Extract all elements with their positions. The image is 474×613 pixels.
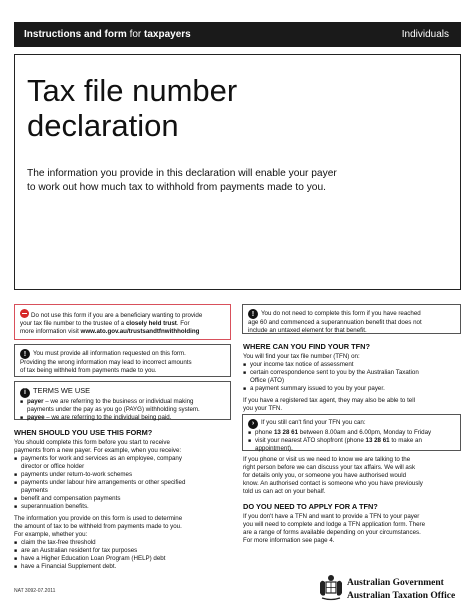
age60-line1: You do not need to complete this form if you have reached [261, 310, 421, 317]
age60-line2: age 60 and commenced a superannuation benefit that does not [248, 319, 422, 326]
intro-text [27, 167, 447, 194]
where-p3: you your TFN. [243, 405, 283, 413]
where-p2: If you have a registered tax agent, they may also be able to tell [243, 397, 415, 405]
phone-prefix: phone [255, 429, 274, 436]
when-p4: the amount of tax to be withheld from payments made to you. [14, 522, 182, 530]
list-item: ■ payments for work and services as an employee, company [14, 455, 232, 463]
visit-cont: appointment). [255, 444, 293, 452]
when-p5: For example, whether you: [14, 530, 88, 538]
when-heading: WHEN SHOULD YOU USE THIS FORM? [14, 428, 153, 437]
term-payer-def2: payments under the pay as you go (PAYG) withholding system. [27, 405, 200, 413]
trust-warning-line1: Do not use this form if you are a beneficiary wanting to provide [31, 312, 203, 319]
phone-number[interactable]: 13 28 61 [365, 436, 390, 444]
list-item: ■ your income tax notice of assessment [243, 361, 461, 369]
exclamation-icon: ! [248, 309, 258, 319]
apply-line: are a range of forms available depending on your circumstances. [243, 529, 421, 537]
list-item: ■ superannuation benefits. [14, 503, 232, 511]
trust-warning-line2c: . For [176, 319, 190, 327]
term-payee [20, 414, 225, 422]
term-payer [20, 398, 225, 406]
terms-heading: TERMS WE USE [33, 386, 91, 395]
where-p1: You will find your tax file number (TFN) on: [243, 353, 360, 361]
accuracy-line1: You must provide all information requested on this form. [33, 350, 186, 357]
accuracy-line2: Providing the wrong information may lead to incorrect amounts [20, 359, 192, 366]
accuracy-line3: of tax being withheld from payments made to you. [20, 366, 157, 374]
accuracy-notice-box [14, 344, 231, 377]
when-p3: The information you provide on this form is used to determine [14, 514, 183, 522]
terms-box [14, 381, 231, 420]
phone-number[interactable]: 13 28 61 [273, 429, 299, 436]
para-line: for details only you, or someone you have authorised would [243, 471, 407, 479]
where-heading: WHERE CAN YOU FIND YOUR TFN? [243, 342, 371, 351]
intro-line2: to work out how much tax to withhold from payments made to you. [27, 181, 326, 193]
find-tfn-box [242, 414, 461, 451]
when-p1: You should complete this form before you start to receive [14, 439, 170, 447]
header-title-part2: for [126, 29, 145, 40]
info-icon: i [20, 388, 30, 398]
trust-withholding-link[interactable]: www.ato.gov.au/trustsandtfnwithholding [80, 327, 200, 335]
page-title-line1: Tax file number [27, 73, 238, 108]
header-category: Individuals [401, 29, 449, 40]
form-code: NAT 3092-07.2011 [14, 588, 56, 594]
trust-warning-line3a: more information visit [20, 327, 81, 335]
header-title-part3: taxpayers [144, 29, 191, 40]
list-item: ■ have a Higher Education Loan Program (HELP) debt [14, 555, 232, 563]
age60-line3: include an untaxed element for that benefit. [248, 326, 367, 334]
chevron-right-icon: › [248, 419, 258, 429]
term-payer-def1: – we are referring to the business or individual making [43, 398, 194, 405]
where-section [243, 342, 461, 413]
list-item-cont: Office (ATO) [250, 377, 285, 385]
apply-line: If you don't have a TFN and want to provide a TFN to your payer [243, 513, 420, 521]
list-item-cont: payments [21, 487, 48, 495]
term-payee-label: payee [27, 413, 45, 421]
trust-warning-line2a: your tax file number to the trustee of a [20, 319, 126, 327]
list-item: ■ certain correspondence sent to you by the Australian Taxation [243, 369, 461, 377]
apply-heading: DO YOU NEED TO APPLY FOR A TFN? [243, 502, 378, 511]
exclamation-icon: ! [20, 349, 30, 359]
coat-of-arms-logo [318, 573, 344, 603]
title-box [14, 54, 461, 290]
term-payee-def: – we are referring to the individual being paid. [44, 413, 172, 421]
agency-name: Australian Taxation Office [347, 591, 456, 601]
closely-held-trust: closely held trust [125, 319, 177, 327]
intro-line1: The information you provide in this declaration will enable your payer [27, 168, 337, 179]
trust-warning-box [14, 304, 231, 340]
page-title [27, 73, 427, 143]
term-payer-label: payer [27, 398, 44, 405]
list-item: ■ payments under return-to-work schemes [14, 471, 232, 479]
para-line: right person before we can discuss your tax affairs. We will ask [243, 463, 416, 471]
list-item: ■ are an Australian resident for tax purposes [14, 547, 232, 555]
apply-line: For more information see page 4. [243, 537, 335, 545]
authorised-contact-paragraph [243, 456, 461, 496]
when-p2: payments from a new payer. For example, when you receive: [14, 447, 182, 455]
visit-prefix: visit your nearest ATO shopfront (phone [255, 436, 366, 444]
list-item: ■ a payment summary issued to you by your payer. [243, 385, 461, 393]
header-title-part1: Instructions and form [24, 29, 127, 40]
apply-section [243, 502, 461, 545]
list-item: ■ claim the tax-free threshold [14, 539, 232, 547]
list-item: ■ have a Financial Supplement debt. [14, 563, 232, 571]
age60-notice-box [242, 304, 461, 334]
para-line: told us can act on your behalf. [243, 487, 326, 495]
apply-line: you will need to complete and lodge a TFN application form. There [243, 521, 426, 529]
stop-icon [20, 309, 29, 318]
para-line: know. An authorised contact is someone who you have previously [243, 479, 423, 487]
list-item-cont: director or office holder [21, 463, 85, 471]
find-tfn-visit [248, 437, 455, 445]
header-audience [24, 29, 191, 42]
list-item: ■ benefit and compensation payments [14, 495, 232, 503]
list-item: ■ payments under labour hire arrangements or other specified [14, 479, 232, 487]
when-section [14, 428, 232, 570]
para-line: If you phone or visit us we need to know we are talking to the [243, 456, 411, 463]
header-bar [14, 22, 461, 47]
find-tfn-heading: If you still can't find your TFN you can: [261, 419, 366, 426]
government-name: Australian Government [347, 578, 444, 588]
find-tfn-phone [248, 429, 455, 437]
page-title-line2: declaration [27, 108, 179, 144]
phone-hours: between 8.00am and 6.00pm, Monday to Friday [298, 429, 432, 436]
visit-suffix: to make an [389, 436, 422, 444]
